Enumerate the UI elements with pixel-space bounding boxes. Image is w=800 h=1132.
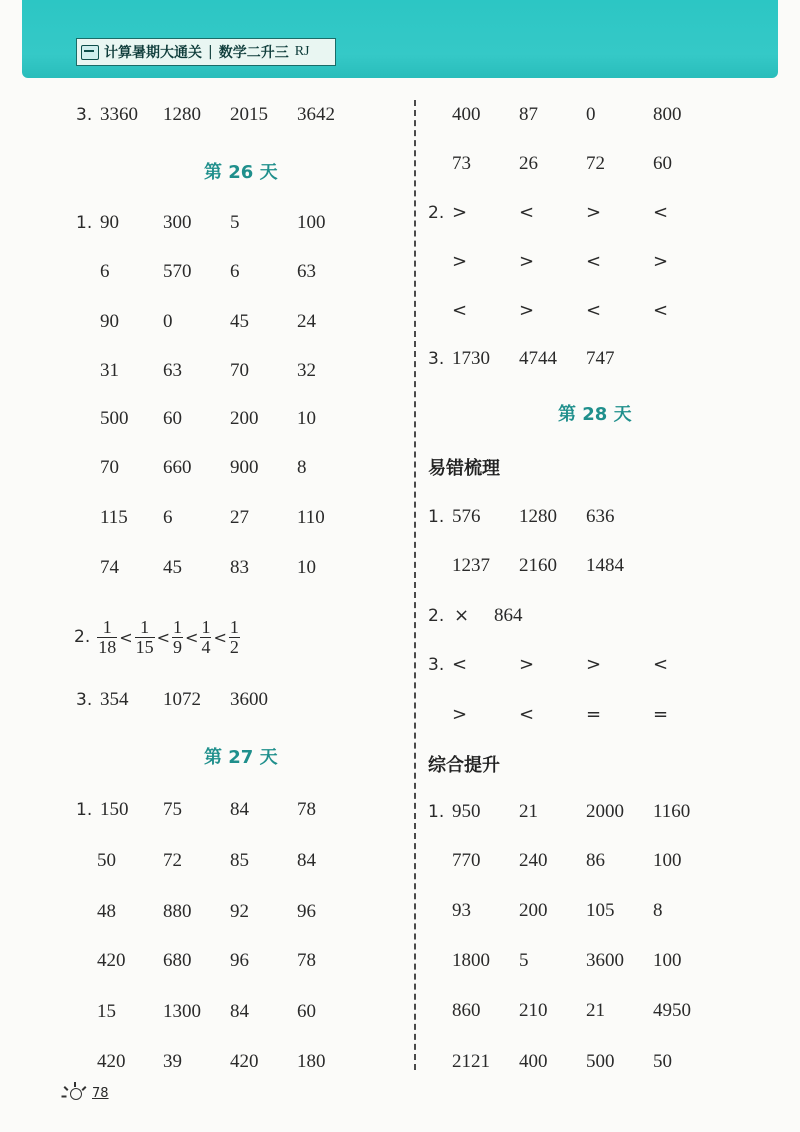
answer-cell: 3600 xyxy=(230,689,268,710)
fraction-comparison xyxy=(74,612,241,662)
answer-cell: 800 xyxy=(653,104,682,125)
answer-cell: 1237 xyxy=(452,555,490,576)
compare-sign: < xyxy=(519,704,535,725)
cross-mark: × xyxy=(454,605,470,626)
compare-sign: > xyxy=(452,202,468,223)
answer-cell: 1484 xyxy=(586,555,624,576)
compare-sign: < xyxy=(452,654,468,675)
answer-cell: 6 xyxy=(100,261,110,282)
answer-cell: 60 xyxy=(163,408,182,429)
answer-cell: 48 xyxy=(97,901,116,922)
compare-sign: > xyxy=(519,300,535,321)
answer-cell: 85 xyxy=(230,850,249,871)
answer-cell: 200 xyxy=(230,408,259,429)
answer-cell: 1730 xyxy=(452,348,490,369)
answer-cell: 96 xyxy=(297,901,316,922)
answer-cell: 24 xyxy=(297,311,316,332)
answer-cell: 8 xyxy=(653,900,663,921)
less-than-sign: < xyxy=(213,627,227,647)
answer-cell: 900 xyxy=(230,457,259,478)
answer-cell: 8 xyxy=(297,457,307,478)
compare-sign: > xyxy=(586,654,602,675)
answer-cell: 0 xyxy=(163,311,173,332)
question-label: 3. xyxy=(76,105,93,125)
compare-sign: > xyxy=(653,251,669,272)
answer-cell: 100 xyxy=(297,212,326,233)
answer-cell: 63 xyxy=(163,360,182,381)
answer-cell: 50 xyxy=(97,850,116,871)
less-than-sign: < xyxy=(185,627,199,647)
book-title: 计算暑期大通关 xyxy=(104,45,202,61)
column-divider xyxy=(414,100,416,1070)
answer-cell: 93 xyxy=(452,900,471,921)
answer-cell: 300 xyxy=(163,212,192,233)
answer-cell: 70 xyxy=(230,360,249,381)
compare-sign: > xyxy=(519,251,535,272)
answer-cell: 2121 xyxy=(452,1051,490,1072)
answer-cell: 60 xyxy=(297,1001,316,1022)
fraction xyxy=(135,618,155,657)
answer-cell: 4950 xyxy=(653,1000,691,1021)
answer-cell: 100 xyxy=(653,950,682,971)
answer-cell: 2160 xyxy=(519,555,557,576)
sun-icon xyxy=(62,1082,88,1104)
answer-cell: 0 xyxy=(586,104,596,125)
answer-cell: 70 xyxy=(100,457,119,478)
answer-cell: 21 xyxy=(586,1000,605,1021)
answer-cell: 500 xyxy=(100,408,129,429)
section-comprehensive: 综合提升 xyxy=(428,755,500,776)
answer-cell: 87 xyxy=(519,104,538,125)
answer-cell: 78 xyxy=(297,799,316,820)
book-edition: RJ xyxy=(294,44,310,59)
numerator: 1 xyxy=(229,616,239,637)
answer-cell: 1072 xyxy=(163,689,201,710)
answer-cell: 32 xyxy=(297,360,316,381)
question-label: 3. xyxy=(428,349,445,369)
compare-sign: > xyxy=(586,202,602,223)
question-label: 3. xyxy=(76,690,93,710)
question-label: 1. xyxy=(76,800,93,820)
compare-sign: < xyxy=(586,300,602,321)
answer-cell: 115 xyxy=(100,507,128,528)
answer-cell: 747 xyxy=(586,348,615,369)
answer-cell: 210 xyxy=(519,1000,548,1021)
answer-cell: 680 xyxy=(163,950,192,971)
answer-cell: 10 xyxy=(297,557,316,578)
answer-cell: 864 xyxy=(494,605,523,626)
answer-cell: 10 xyxy=(297,408,316,429)
numerator: 1 xyxy=(140,616,150,637)
answer-cell: 860 xyxy=(452,1000,481,1021)
answer-cell: 92 xyxy=(230,901,249,922)
book-subtitle: 数学二升三 xyxy=(218,45,289,61)
compare-sign: > xyxy=(452,251,468,272)
answer-cell: 420 xyxy=(97,1051,126,1072)
answer-cell: 60 xyxy=(653,153,672,174)
compare-sign: < xyxy=(519,202,535,223)
question-label: 1. xyxy=(428,802,445,822)
book-icon xyxy=(80,44,100,60)
answer-cell: 2015 xyxy=(230,104,268,125)
answer-cell: 1280 xyxy=(163,104,201,125)
answer-cell: 21 xyxy=(519,801,538,822)
answer-cell: 83 xyxy=(230,557,249,578)
fraction xyxy=(200,618,211,657)
answer-cell: 880 xyxy=(163,901,192,922)
answer-cell: 15 xyxy=(97,1001,116,1022)
answer-cell: 39 xyxy=(163,1051,182,1072)
numerator: 1 xyxy=(173,616,183,637)
day-28-heading: 第 28 天 xyxy=(558,404,632,425)
answer-cell: 354 xyxy=(100,689,129,710)
fraction xyxy=(97,618,117,657)
denominator: 4 xyxy=(201,636,211,657)
denominator: 15 xyxy=(135,636,154,657)
answer-cell: 96 xyxy=(230,950,249,971)
answer-cell: 72 xyxy=(586,153,605,174)
answer-cell: 400 xyxy=(519,1051,548,1072)
answer-cell: 78 xyxy=(297,950,316,971)
answer-cell: 110 xyxy=(297,507,325,528)
answer-cell: 63 xyxy=(297,261,316,282)
compare-sign: = xyxy=(586,704,602,725)
answer-cell: 84 xyxy=(230,1001,249,1022)
answer-cell: 3600 xyxy=(586,950,624,971)
day-26-heading: 第 26 天 xyxy=(204,162,278,183)
page-footer xyxy=(62,1082,109,1104)
less-than-sign: < xyxy=(156,627,171,647)
book-title-banner xyxy=(76,38,336,66)
compare-sign: > xyxy=(452,704,468,725)
answer-cell: 1280 xyxy=(519,506,557,527)
answer-cell: 400 xyxy=(452,104,481,125)
answer-cell: 105 xyxy=(586,900,615,921)
answer-cell: 5 xyxy=(519,950,529,971)
compare-sign: = xyxy=(653,704,669,725)
answer-cell: 86 xyxy=(586,850,605,871)
question-label: 1. xyxy=(428,507,445,527)
answer-cell: 45 xyxy=(230,311,249,332)
answer-cell: 240 xyxy=(519,850,548,871)
answer-cell: 1160 xyxy=(653,801,691,822)
answer-cell: 100 xyxy=(653,850,682,871)
less-than-sign: < xyxy=(119,627,133,647)
question-label: 1. xyxy=(76,213,93,233)
answer-cell: 576 xyxy=(452,506,481,527)
answer-cell: 500 xyxy=(586,1051,615,1072)
question-label: 2. xyxy=(74,627,91,647)
day-27-heading: 第 27 天 xyxy=(204,747,278,768)
answer-cell: 660 xyxy=(163,457,192,478)
question-label: 3. xyxy=(428,655,445,675)
answer-cell: 90 xyxy=(100,212,119,233)
compare-sign: > xyxy=(519,654,535,675)
title-separator: | xyxy=(208,44,213,60)
answer-cell: 2000 xyxy=(586,801,624,822)
answer-cell: 6 xyxy=(230,261,240,282)
compare-sign: < xyxy=(653,300,669,321)
fraction xyxy=(172,618,183,657)
answer-cell: 4744 xyxy=(519,348,557,369)
answer-cell: 84 xyxy=(297,850,316,871)
fraction xyxy=(229,618,240,657)
compare-sign: < xyxy=(452,300,468,321)
answer-cell: 570 xyxy=(163,261,192,282)
answer-cell: 180 xyxy=(297,1051,326,1072)
answer-cell: 74 xyxy=(100,557,119,578)
answer-cell: 84 xyxy=(230,799,249,820)
compare-sign: < xyxy=(653,202,669,223)
answer-cell: 45 xyxy=(163,557,182,578)
answer-cell: 72 xyxy=(163,850,182,871)
page-number: 78 xyxy=(92,1085,109,1101)
answer-cell: 3642 xyxy=(297,104,335,125)
denominator: 9 xyxy=(173,636,183,657)
numerator: 1 xyxy=(201,616,211,637)
answer-cell: 75 xyxy=(163,799,182,820)
question-label: 2. xyxy=(428,606,445,626)
answer-cell: 770 xyxy=(452,850,481,871)
answer-cell: 50 xyxy=(653,1051,672,1072)
answer-cell: 1800 xyxy=(452,950,490,971)
answer-cell: 420 xyxy=(230,1051,259,1072)
answer-cell: 1300 xyxy=(163,1001,201,1022)
numerator: 1 xyxy=(102,616,112,637)
answer-cell: 5 xyxy=(230,212,240,233)
answer-cell: 6 xyxy=(163,507,173,528)
answer-cell: 150 xyxy=(100,799,129,820)
answer-cell: 636 xyxy=(586,506,615,527)
answer-cell: 31 xyxy=(100,360,119,381)
answer-cell: 27 xyxy=(230,507,249,528)
denominator: 18 xyxy=(98,636,117,657)
question-label: 2. xyxy=(428,203,445,223)
answer-cell: 73 xyxy=(452,153,471,174)
answer-cell: 200 xyxy=(519,900,548,921)
answer-cell: 3360 xyxy=(100,104,138,125)
answer-cell: 26 xyxy=(519,153,538,174)
compare-sign: < xyxy=(653,654,669,675)
answer-cell: 90 xyxy=(100,311,119,332)
compare-sign: < xyxy=(586,251,602,272)
section-error-review: 易错梳理 xyxy=(428,458,500,479)
answer-cell: 420 xyxy=(97,950,126,971)
answer-cell: 950 xyxy=(452,801,481,822)
denominator: 2 xyxy=(229,636,239,657)
